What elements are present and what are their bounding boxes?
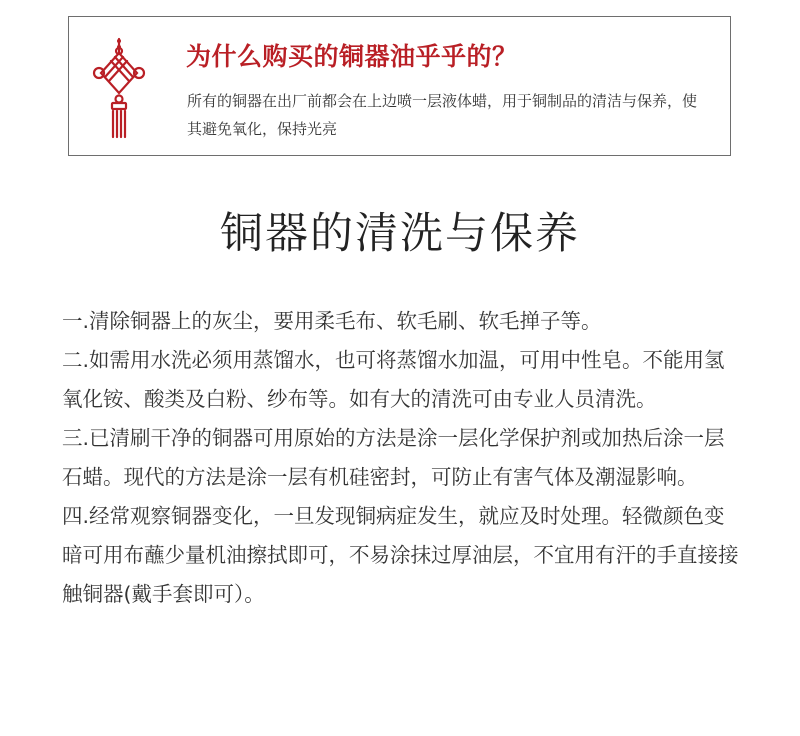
notice-box	[68, 16, 731, 156]
notice-body: 所有的铜器在出厂前都会在上边喷一层液体蜡，用于铜制品的清洁与保养，使其避免氧化，保持光亮	[187, 92, 698, 138]
notice-title: 为什么购买的铜器油乎乎的？	[186, 42, 518, 71]
section-title: 铜器的清洗与保养	[220, 209, 580, 259]
care-tip-4: 四.经常观察铜器变化，一旦发现铜病症发生，就应及时处理。轻微颜色变暗可用布蘸少量机油擦拭即可，不易涂抹过厚油层，不宜用有汗的手直接接触铜器(戴手套即可）。	[62, 504, 739, 606]
chinese-knot-icon	[91, 37, 147, 141]
care-tip-1: 一.清除铜器上的灰尘，要用柔毛布、软毛刷、软毛掸子等。	[62, 309, 602, 333]
care-tip-3: 三.已清刷干净的铜器可用原始的方法是涂一层化学保护剂或加热后涂一层石蜡。现代的方法是涂一层有机硅密封，可防止有害气体及潮湿影响。	[62, 426, 725, 489]
care-tip-2: 二.如需用水洗必须用蒸馏水，也可将蒸馏水加温，可用中性皂。不能用氢氧化铵、酸类及白粉、纱布等。如有大的清洗可由专业人员清洗。	[62, 348, 725, 411]
care-tips-list	[62, 302, 744, 614]
